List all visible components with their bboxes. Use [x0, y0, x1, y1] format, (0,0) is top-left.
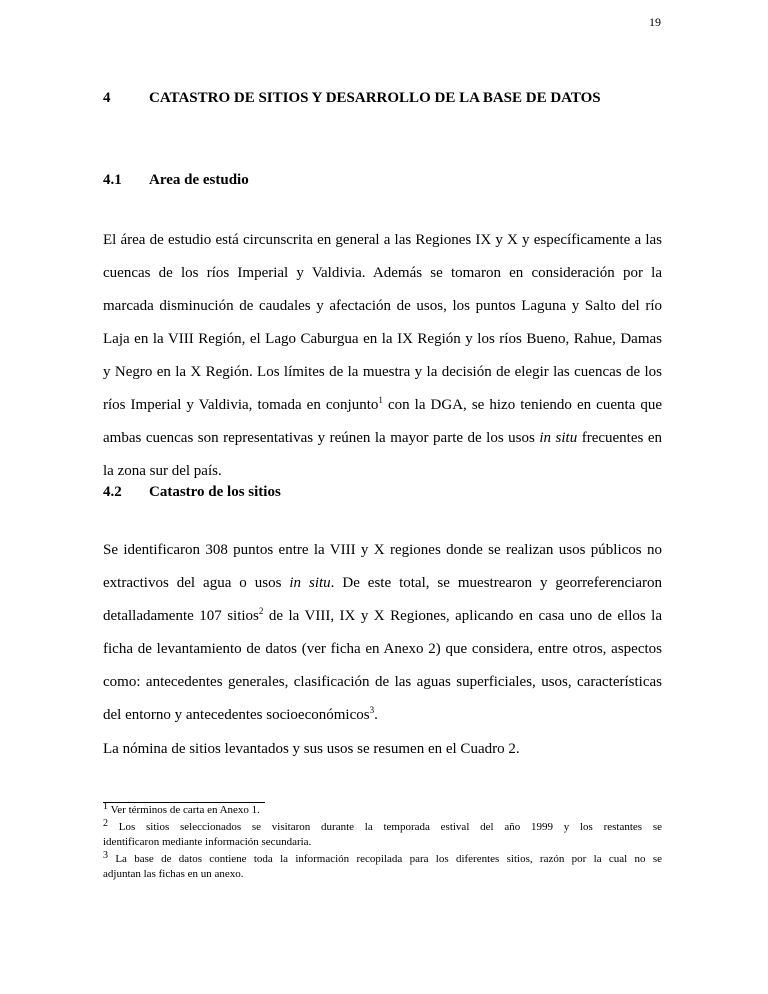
footnote-1 — [103, 803, 662, 818]
paragraph-line: El área de estudio está circunscrita en general a las Regiones IX y X y específicamente a las — [103, 232, 662, 248]
section-number: 4.2 — [103, 484, 122, 500]
paragraph-line: La nómina de sitios levantados y sus usos se resumen en el Cuadro 2. — [103, 741, 520, 757]
section-title: CATASTRO DE SITIOS Y DESARROLLO DE LA BASE DE DATOS — [149, 90, 601, 106]
footnote-line — [103, 820, 662, 835]
footnote-line: adjuntan las fichas en un anexo. — [103, 868, 244, 880]
paragraph-catastro — [103, 534, 662, 732]
text-run: ríos Imperial y Valdivia, tomada en conjunto — [103, 397, 379, 413]
footnote-line — [103, 803, 662, 818]
footnote-text: Los sitios seleccionados se visitaron durante la temporada estival del año 1999 y los restantes se — [118, 821, 662, 833]
text-run: extractivos del agua o usos — [103, 575, 282, 591]
paragraph-line — [103, 389, 662, 422]
text-run: frecuentes en — [581, 430, 662, 446]
footnote-ref-1: 1 — [378, 395, 383, 405]
paragraph-line: Se identificaron 308 puntos entre la VIII y X regiones donde se realizan usos públicos no — [103, 542, 662, 558]
paragraph-line: cuencas de los ríos Imperial y Valdivia. Además se tomaron en consideración por la — [103, 265, 662, 281]
section-number: 4.1 — [103, 172, 122, 188]
paragraph-line: Laja en la VIII Región, el Lago Caburgua en la IX Región y los ríos Bueno, Rahue, Damas — [103, 331, 662, 347]
section-number: 4 — [103, 90, 111, 106]
footnote-line: identificaron mediante información secundaria. — [103, 836, 312, 848]
paragraph-line: como: antecedentes generales, clasificación de las aguas superficiales, usos, características — [103, 674, 662, 690]
paragraph-line: marcada disminución de caudales y afectación de usos, los puntos Laguna y Salto del río — [103, 298, 662, 314]
footnote-line — [103, 852, 662, 867]
footnote-mark: 3 — [103, 850, 108, 861]
paragraph-nomina — [103, 733, 662, 766]
text-run: con la DGA, se hizo teniendo en cuenta que — [387, 397, 663, 413]
text-run: ambas cuencas son representativas y reúnen la mayor parte de los usos — [103, 430, 535, 446]
text-run: . De este total, se muestrearon y georreferenciaron — [330, 575, 663, 591]
paragraph-line: y Negro en la X Región. Los límites de la muestra y la decisión de elegir las cuencas de los — [103, 364, 662, 380]
paragraph-area-de-estudio — [103, 224, 662, 488]
paragraph-line: ficha de levantamiento de datos (ver ficha en Anexo 2) que considera, entre otros, aspectos — [103, 641, 662, 657]
footnote-text: La base de datos contiene toda la información recopilada para los diferentes sitios, razón por la cual no se — [115, 853, 662, 865]
text-run: . — [374, 707, 378, 723]
italic-term: in situ — [539, 430, 578, 446]
italic-term: in situ — [289, 575, 331, 591]
paragraph-line — [103, 422, 662, 455]
text-run: del entorno y antecedentes socioeconómicos — [103, 707, 370, 723]
footnote-text: Ver términos de carta en Anexo 1. — [110, 804, 260, 816]
paragraph-line: la zona sur del país. — [103, 463, 222, 479]
footnote-3 — [103, 852, 662, 882]
section-title: Area de estudio — [149, 172, 249, 188]
text-run: detalladamente 107 sitios — [103, 608, 259, 624]
footnote-ref-2: 2 — [258, 606, 264, 616]
footnote-mark: 2 — [103, 818, 108, 829]
paragraph-line — [103, 699, 662, 732]
text-run: de la VIII, IX y X Regiones, aplicando en casa uno de ellos la — [268, 608, 662, 624]
paragraph-line — [103, 600, 662, 633]
footnote-mark: 1 — [103, 801, 108, 812]
footnote-2 — [103, 820, 662, 850]
footnote-ref-3: 3 — [369, 705, 375, 715]
section-title: Catastro de los sitios — [149, 484, 281, 500]
paragraph-line — [103, 567, 662, 600]
page-number: 19 — [649, 15, 661, 29]
